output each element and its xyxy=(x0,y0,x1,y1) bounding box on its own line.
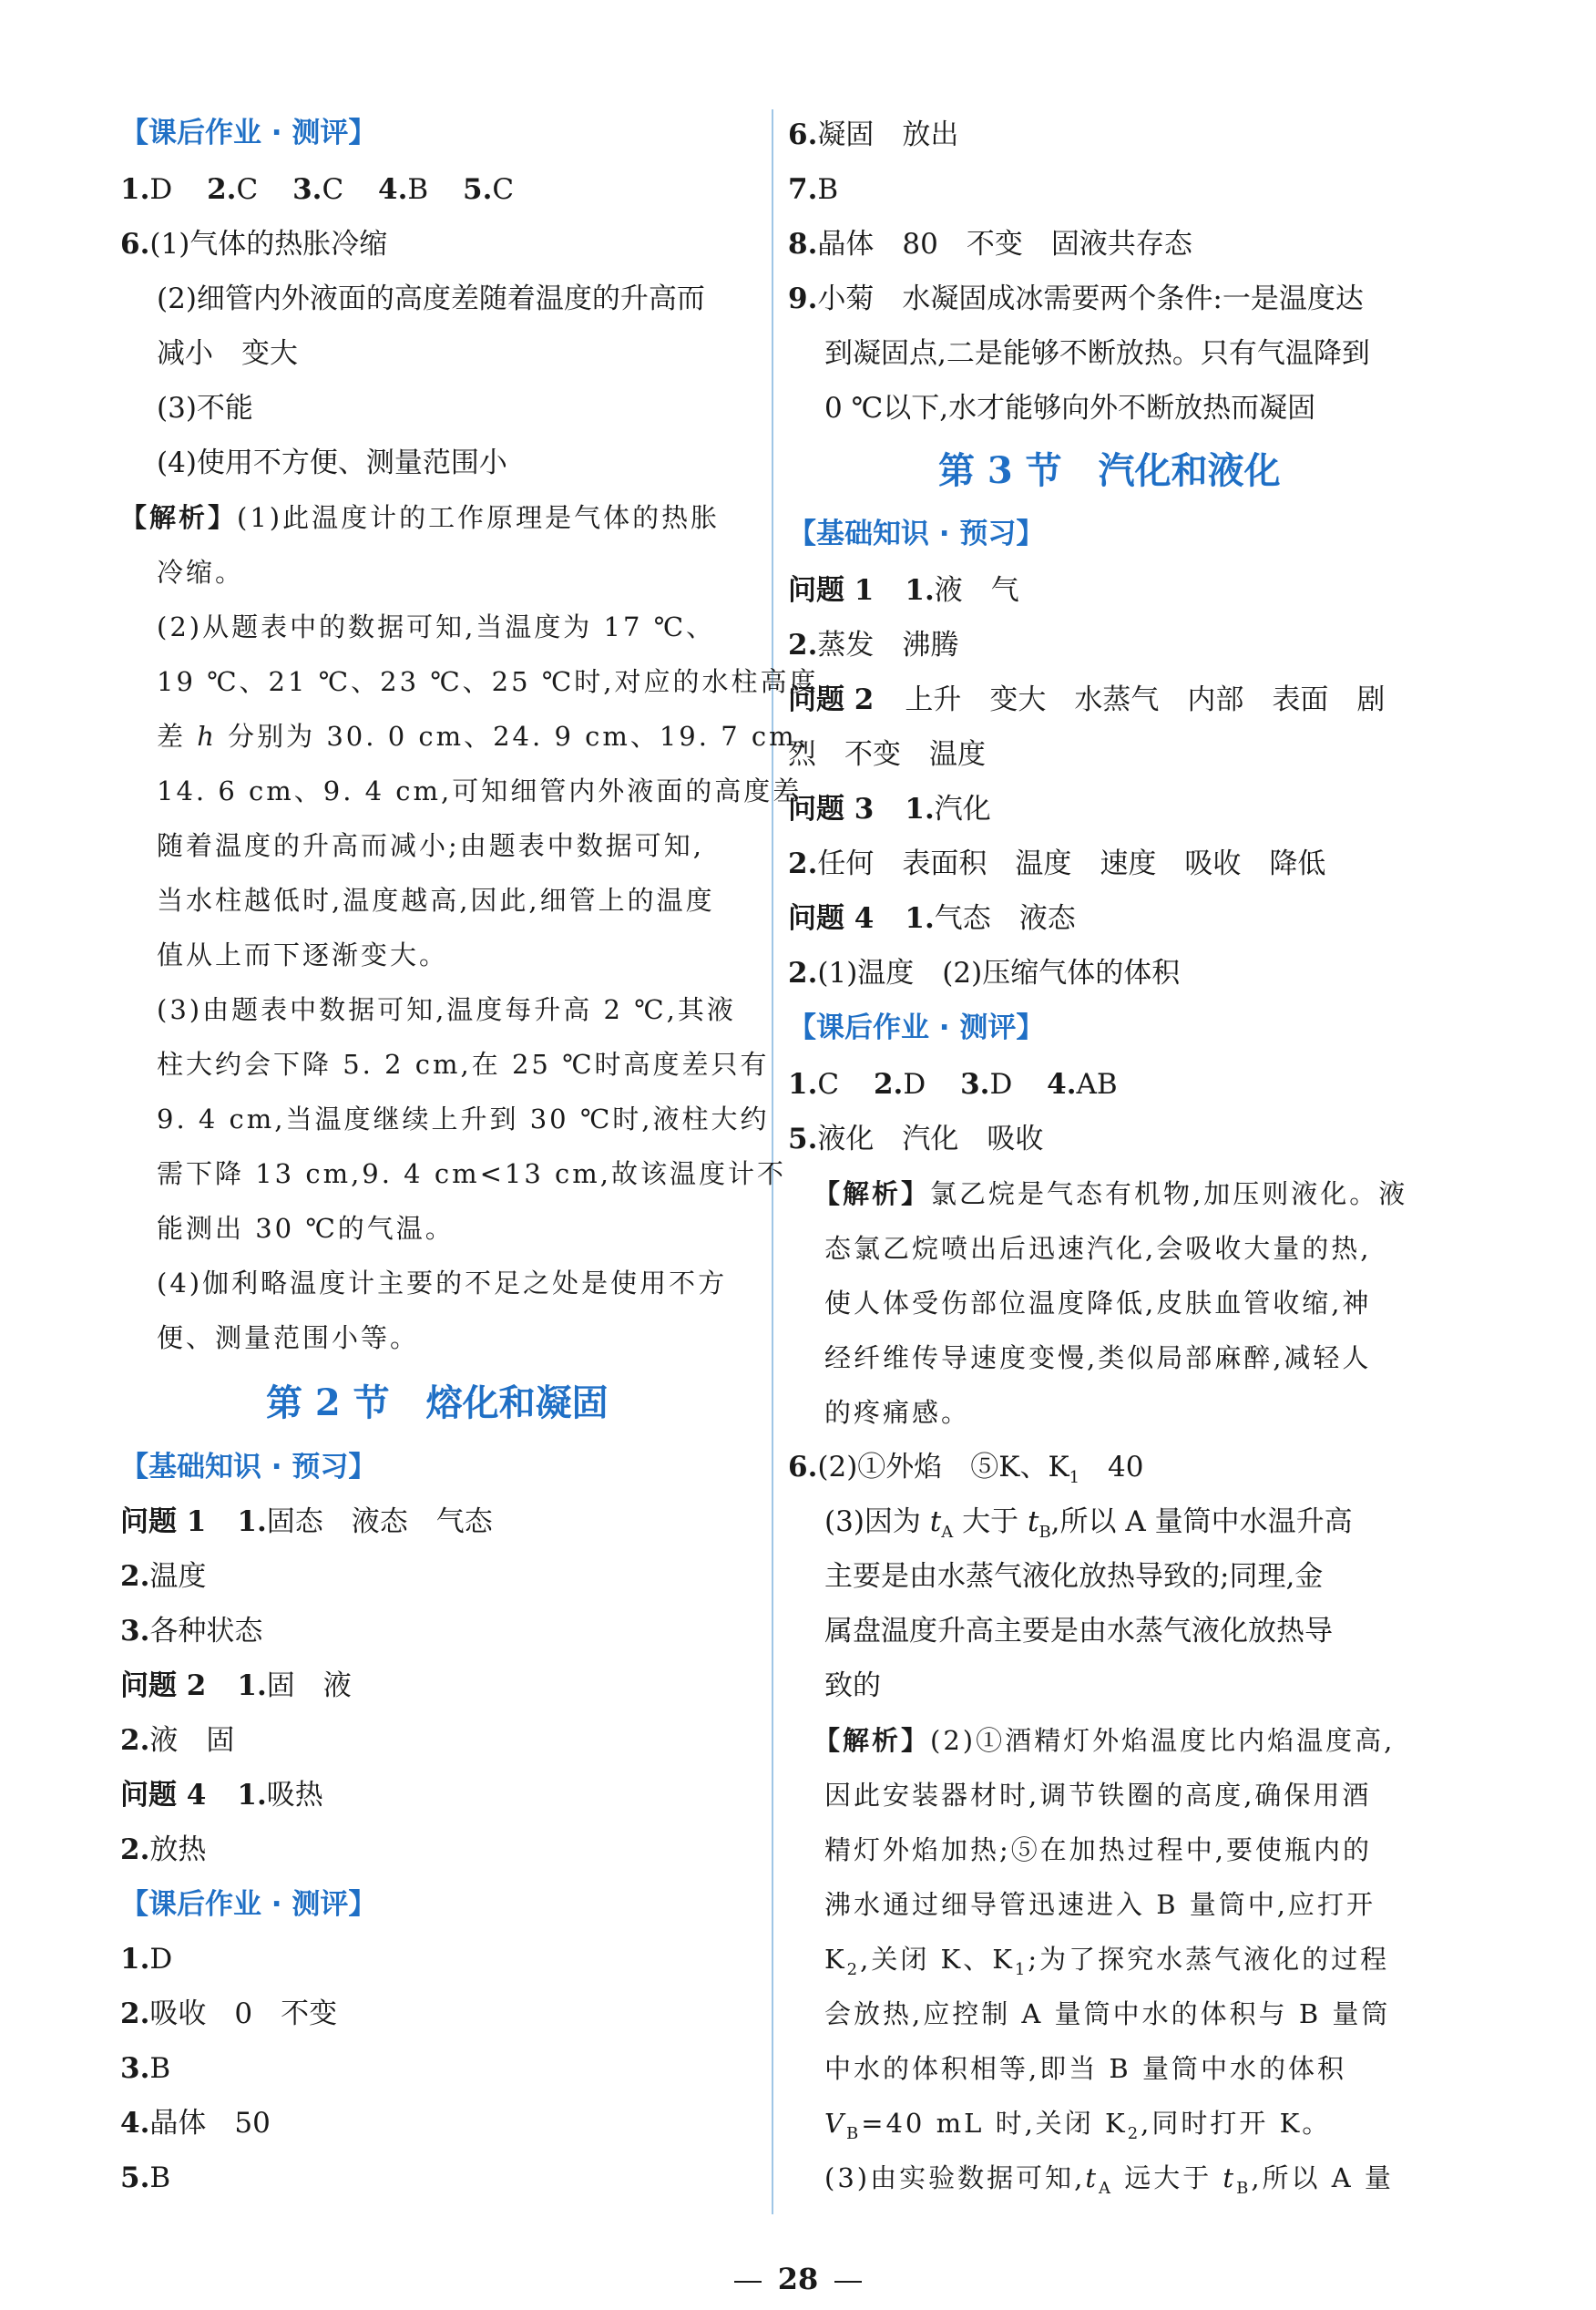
r-answer-6-3a: (3)因为 $t_A$ 大于 $t_B$,所以 A 量筒中水温升高 xyxy=(824,1505,1353,1543)
wenti-1-3: 3.各种状态 xyxy=(120,1615,263,1648)
r-wenti-3-1: 问题 3 1.汽化 xyxy=(788,793,991,826)
analysis-3a: (3)由题表中数据可知,温度每升高 2 ℃,其液 xyxy=(157,994,736,1025)
analysis-2f: 当水柱越低时,温度越高,因此,细管上的温度 xyxy=(157,885,715,916)
analysis-2c: 差 h 分别为 30. 0 cm、24. 9 cm、19. 7 cm、 xyxy=(157,721,826,752)
r-analysis-2g: 中水的体积相等,即当 B 量筒中水的体积 xyxy=(824,2053,1346,2084)
r-analysis-1a: 【解析】氯乙烷是气态有机物,加压则液化。液 xyxy=(813,1178,1408,1209)
r-wenti-1-2: 2.蒸发 沸腾 xyxy=(788,629,959,662)
analysis-4a: (4)伽利略温度计主要的不足之处是使用不方 xyxy=(157,1268,728,1299)
r-analysis-2b: 因此安装器材时,调节铁圈的高度,确保用酒 xyxy=(824,1780,1372,1811)
r-analysis-2e: $K_2$,关闭 K、$K_1$;为了探究水蒸气液化的过程 xyxy=(824,1944,1390,1979)
section-tag-homework-2: 【课后作业 · 测评】 xyxy=(120,1888,377,1921)
analysis-3b: 柱大约会下降 5. 2 cm,在 25 ℃时高度差只有 xyxy=(157,1049,770,1080)
answer-6-2b: 减小 变大 xyxy=(157,337,298,370)
answer-r-9c: 0 ℃以下,水才能够向外不断放热而凝固 xyxy=(824,392,1316,425)
section-tag-homework-3: 【课后作业 · 测评】 xyxy=(788,1011,1045,1044)
answer-6-3: (3)不能 xyxy=(157,392,253,425)
r-analysis-2f: 会放热,应控制 A 量筒中水的体积与 B 量筒 xyxy=(824,1998,1391,2029)
answer-r-7: 7.B xyxy=(788,173,839,206)
r-wenti-2b: 烈 不变 温度 xyxy=(788,738,986,771)
r-wenti-4-2: 2.(1)温度 (2)压缩气体的体积 xyxy=(788,957,1181,990)
analysis-3e: 能测出 30 ℃的气温。 xyxy=(157,1213,455,1244)
r-answer-6-3c: 属盘温度升高主要是由水蒸气液化放热导 xyxy=(824,1615,1333,1648)
r-analysis-1c: 使人体受伤部位温度降低,皮肤血管收缩,神 xyxy=(824,1288,1372,1319)
r-analysis-1b: 态氯乙烷喷出后迅速汽化,会吸收大量的热, xyxy=(824,1233,1372,1264)
r-answer-6-3b: 主要是由水蒸气液化放热导致的;同理,金 xyxy=(824,1560,1324,1593)
answer-6-1: 6.(1)气体的热胀冷缩 xyxy=(120,228,388,261)
r-wenti-2a: 问题 2 上升 变大 水蒸气 内部 表面 剧 xyxy=(788,683,1386,716)
analysis-1a: 【解析】(1)此温度计的工作原理是气体的热胀 xyxy=(120,502,721,533)
r-analysis-2h: $V_B=40$ mL 时,关闭 $K_2$,同时打开 K。 xyxy=(824,2108,1332,2143)
answer-2-2: 2.吸收 0 不变 xyxy=(120,1997,338,2030)
answer-6-2a: (2)细管内外液面的高度差随着温度的升高而 xyxy=(157,282,705,315)
answer-r-9b: 到凝固点,二是能够不断放热。只有气温降到 xyxy=(824,337,1370,370)
wenti-1-2: 2.温度 xyxy=(120,1560,207,1593)
answer-r-6: 6.凝固 放出 xyxy=(788,118,959,151)
r-answer-line-1-4: 1.C 2.D 3.D 4.AB xyxy=(788,1068,1118,1101)
r-analysis-1e: 的疼痛感。 xyxy=(824,1397,971,1428)
answer-2-1: 1.D xyxy=(120,1943,173,1976)
answer-r-9a: 9.小菊 水凝固成冰需要两个条件:一是温度达 xyxy=(788,282,1364,315)
r-analysis-1d: 经纤维传导速度变慢,类似局部麻醉,减轻人 xyxy=(824,1342,1372,1373)
section-title-3: 第 3 节 汽化和液化 xyxy=(938,449,1281,492)
page-number: 28 xyxy=(0,2262,1596,2296)
analysis-2a: (2)从题表中的数据可知,当温度为 17 ℃、 xyxy=(157,611,716,642)
analysis-2g: 值从上而下逐渐变大。 xyxy=(157,939,449,970)
answer-line-1-5: 1.D 2.C 3.C 4.B 5.C xyxy=(120,173,515,206)
analysis-2b: 19 ℃、21 ℃、23 ℃、25 ℃时,对应的水柱高度 xyxy=(157,666,819,697)
section-tag-basics: 【基础知识 · 预习】 xyxy=(120,1451,377,1484)
r-wenti-3-2: 2.任何 表面积 温度 速度 吸收 降低 xyxy=(788,847,1326,880)
r-answer-6-2: 6.(2)①外焰 ⑤K、$K_1$ 40 xyxy=(788,1451,1144,1488)
section-tag-basics-3: 【基础知识 · 预习】 xyxy=(788,518,1045,550)
r-wenti-4-1: 问题 4 1.气态 液态 xyxy=(788,902,1076,935)
r-analysis-2i: (3)由实验数据可知$,t_A$ 远大于 $t_B$,所以 A 量 xyxy=(824,2162,1394,2198)
r-analysis-2a: 【解析】(2)①酒精灯外焰温度比内焰温度高, xyxy=(813,1725,1396,1756)
analysis-label: 【解析】 xyxy=(120,502,238,533)
analysis-2e: 随着温度的升高而减小;由题表中数据可知, xyxy=(157,830,704,861)
section-tag-homework: 【课后作业 · 测评】 xyxy=(120,117,377,149)
r-answer-5: 5.液化 汽化 吸收 xyxy=(788,1123,1044,1155)
analysis-3c: 9. 4 cm,当温度继续上升到 30 ℃时,液柱大约 xyxy=(157,1104,770,1134)
wenti-2-2: 2.液 固 xyxy=(120,1724,235,1757)
r-analysis-2d: 沸水通过细导管迅速进入 B 量筒中,应打开 xyxy=(824,1889,1376,1920)
answer-2-4: 4.晶体 50 xyxy=(120,2107,271,2140)
answer-6-4: (4)使用不方便、测量范围小 xyxy=(157,447,507,479)
section-title-2: 第 2 节 熔化和凝固 xyxy=(266,1381,609,1424)
wenti-4-2: 2.放热 xyxy=(120,1833,207,1866)
r-answer-6-3d: 致的 xyxy=(824,1669,881,1702)
r-analysis-2c: 精灯外焰加热;⑤在加热过程中,要使瓶内的 xyxy=(824,1834,1372,1865)
analysis-1b: 冷缩。 xyxy=(157,557,245,588)
analysis-4b: 便、测量范围小等。 xyxy=(157,1322,420,1353)
analysis-3d: 需下降 13 cm,9. 4 cm<13 cm,故该温度计不 xyxy=(157,1158,786,1189)
wenti-1-1: 问题 1 1.固态 液态 气态 xyxy=(120,1505,493,1538)
r-wenti-1-1: 问题 1 1.液 气 xyxy=(788,574,1019,607)
answer-r-8: 8.晶体 80 不变 固液共存态 xyxy=(788,228,1192,261)
wenti-2-1: 问题 2 1.固 液 xyxy=(120,1669,352,1702)
answer-2-5: 5.B xyxy=(120,2161,171,2194)
analysis-2d: 14. 6 cm、9. 4 cm,可知细管内外液面的高度差 xyxy=(157,775,803,806)
wenti-4-1: 问题 4 1.吸热 xyxy=(120,1779,323,1812)
answer-2-3: 3.B xyxy=(120,2052,171,2085)
